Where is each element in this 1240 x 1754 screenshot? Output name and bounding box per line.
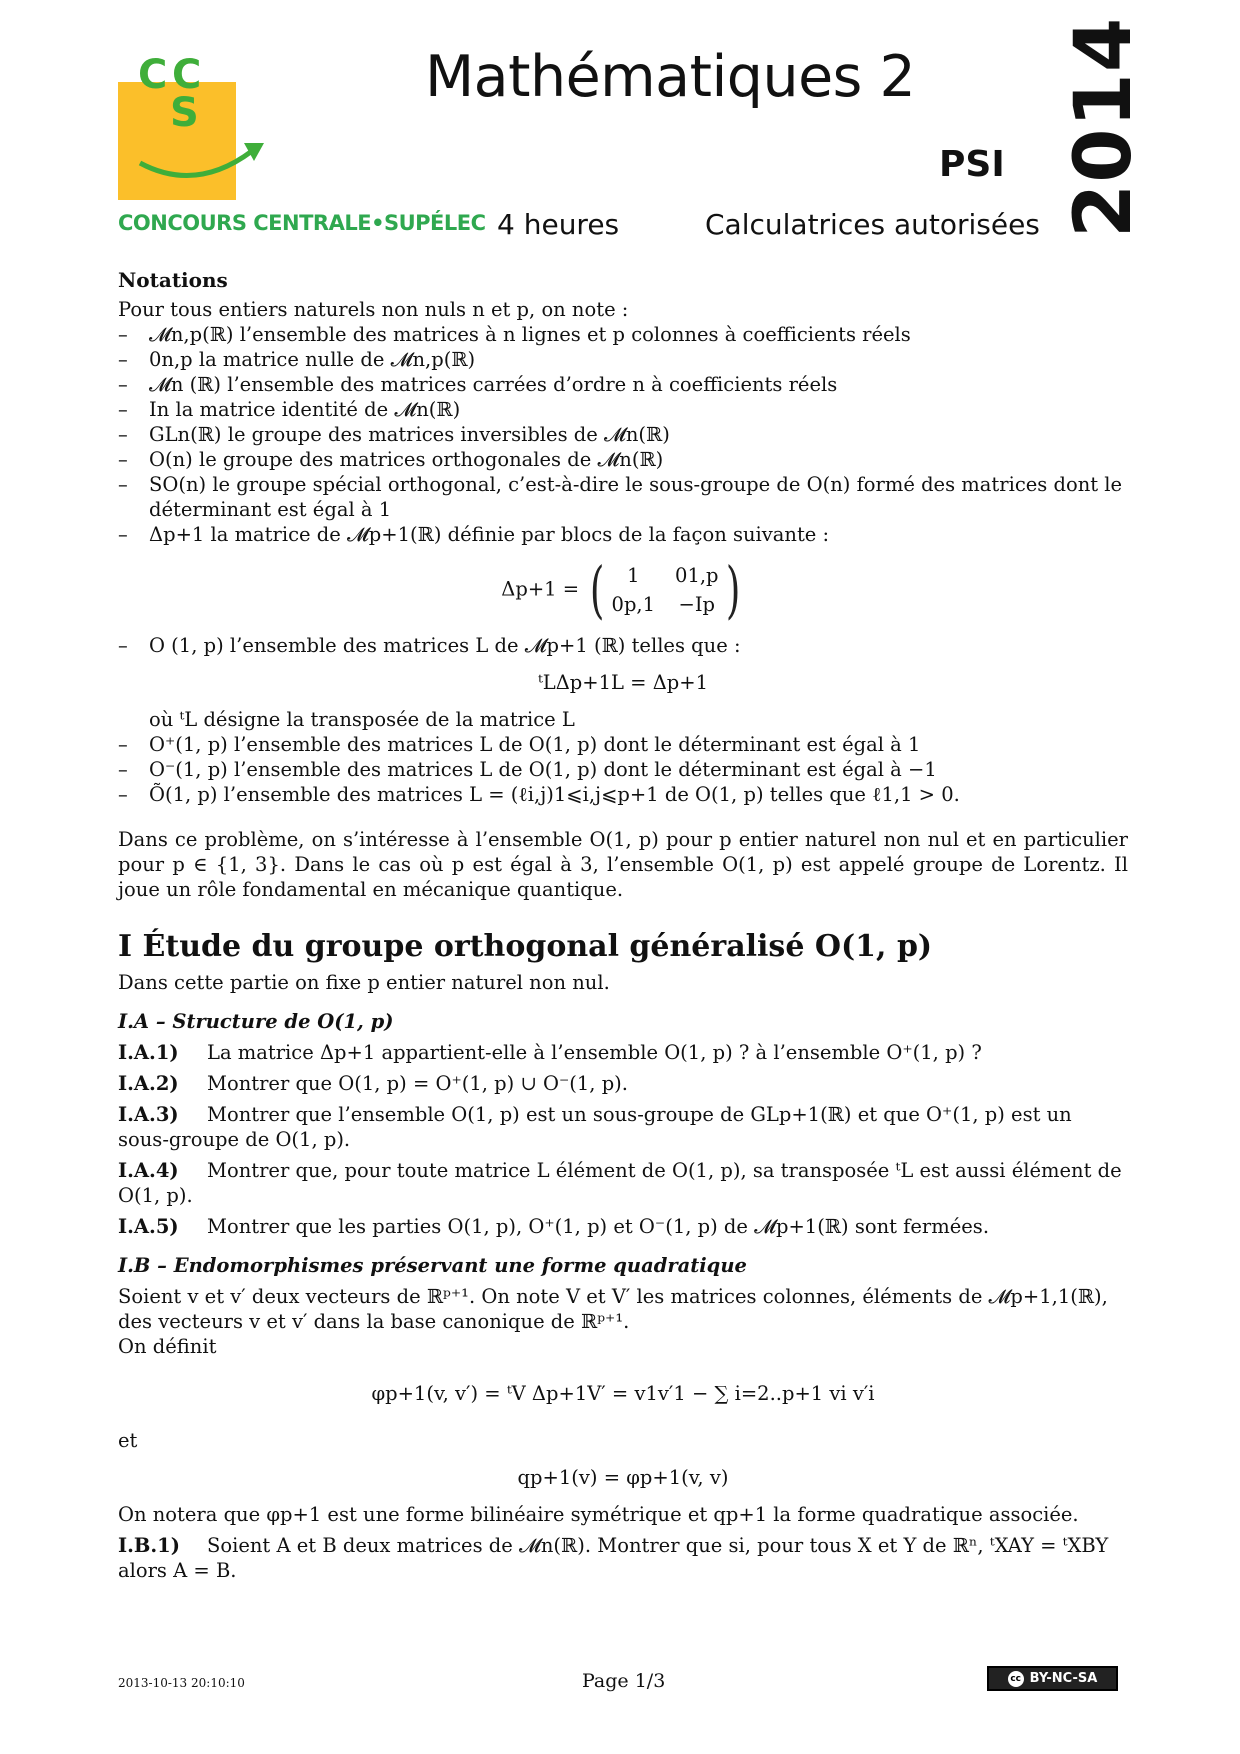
section-title: I.A – Structure de O(1, p) xyxy=(118,1010,394,1033)
logo-letter: S xyxy=(170,90,199,136)
notation-item: – O (1, p) l’ensemble des matrices L de 𝓜p+1 (ℝ) telles que : xyxy=(118,633,1128,658)
notation-item: – Δp+1 la matrice de 𝓜p+1(ℝ) définie par blocs de la façon suivante : xyxy=(118,522,1128,547)
question-text: Montrer que, pour toute matrice L élément de O(1, p), sa transposée ᵗL est aussi élément de O(1, p). xyxy=(118,1159,1122,1207)
notation-item: – 𝓜n,p(ℝ) l’ensemble des matrices à n lignes et p colonnes à coefficients réels xyxy=(118,322,1128,347)
notation-item: – GLn(ℝ) le groupe des matrices inversibles de 𝓜n(ℝ) xyxy=(118,422,1128,447)
question xyxy=(118,1102,1128,1152)
filiere-label: PSI xyxy=(939,144,1005,185)
question-label: I.A.4) xyxy=(118,1159,179,1182)
exam-title: Mathématiques 2 xyxy=(425,44,916,110)
matrix-cell: 1 xyxy=(627,564,640,587)
exam-content xyxy=(118,268,1128,1589)
intro-paragraph: Dans ce problème, on s’intéresse à l’ensemble O(1, p) pour p entier naturel non nul et en particulier pour p ∈ {1, 3}. Dans le cas où p est égal à 3, l’ensemble O(1, p) est appelé groupe de Lorentz. Il joue un rôle fondamental en mécanique quantique. xyxy=(118,828,1128,901)
exam-year: 2014 xyxy=(1059,16,1149,238)
exam-duration: 4 heures xyxy=(497,208,620,241)
paragraph: On notera que φp+1 est une forme bilinéaire symétrique et qp+1 la forme quadratique associée. xyxy=(118,1503,1079,1526)
question xyxy=(118,1214,1128,1239)
question-label: I.B.1) xyxy=(118,1534,180,1557)
notation-item: – SO(n) le groupe spécial orthogonal, c’est-à-dire le sous-groupe de O(n) formé des matrices dont le déterminant est égal à 1 xyxy=(118,472,1128,522)
quadratic-form-equation: qp+1(v) = φp+1(v, v) xyxy=(517,1466,729,1489)
notations-list-2 xyxy=(118,732,1128,807)
lorentz-condition: ᵗLΔp+1L = Δp+1 xyxy=(537,671,709,694)
page-number: Page 1/3 xyxy=(582,1670,666,1692)
delta-definition xyxy=(118,553,1128,626)
part-intro: Dans cette partie on fixe p entier naturel non nul. xyxy=(118,971,610,994)
notation-item: – O(n) le groupe des matrices orthogonales de 𝓜n(ℝ) xyxy=(118,447,1128,472)
notation-item: – O⁻(1, p) l’ensemble des matrices L de O(1, p) dont le déterminant est égal à −1 xyxy=(118,757,1128,782)
cc-icon: cc xyxy=(1008,1671,1024,1687)
question-text: Montrer que O(1, p) = O⁺(1, p) ∪ O⁻(1, p). xyxy=(207,1072,628,1095)
notation-item: – In la matrice identité de 𝓜n(ℝ) xyxy=(118,397,1128,422)
question xyxy=(118,1158,1128,1208)
part-title: I Étude du groupe orthogonal généralisé O(1, p) xyxy=(118,929,933,964)
delta-lhs: Δp+1 = xyxy=(501,577,580,601)
paragraph: et xyxy=(118,1429,138,1452)
paragraph: Soient v et v′ deux vecteurs de ℝᵖ⁺¹. On note V et V′ les matrices colonnes, éléments de 𝓜p+1,1(ℝ), des vecteurs v et v′ dans la base canonique de ℝᵖ⁺¹. xyxy=(118,1285,1108,1333)
question-label: I.A.1) xyxy=(118,1041,179,1064)
question-label: I.A.3) xyxy=(118,1103,179,1126)
transpose-note: où ᵗL désigne la transposée de la matrice L xyxy=(149,708,575,731)
logo-text: CONCOURS CENTRALE•SUPÉLEC xyxy=(118,211,486,235)
bilinear-form-equation: φp+1(v, v′) = ᵗV Δp+1V′ = v1v′1 − ∑ i=2..p+1 vi v′i xyxy=(371,1382,875,1405)
question-text: Montrer que les parties O(1, p), O⁺(1, p) et O⁻(1, p) de 𝓜p+1(ℝ) sont fermées. xyxy=(207,1215,990,1238)
logo-letter: C xyxy=(172,52,202,98)
license-text: BY-NC-SA xyxy=(1029,1671,1098,1686)
license-badge xyxy=(987,1666,1118,1691)
notation-item: – 0n,p la matrice nulle de 𝓜n,p(ℝ) xyxy=(118,347,1128,372)
notation-item: – Õ(1, p) l’ensemble des matrices L = (ℓi,j)1⩽i,j⩽p+1 de O(1, p) telles que ℓ1,1 > 0. xyxy=(118,782,1128,807)
notation-item: – 𝓜n (ℝ) l’ensemble des matrices carrées d’ordre n à coefficients réels xyxy=(118,372,1128,397)
matrix-cell: 01,p xyxy=(675,564,719,587)
right-paren: ) xyxy=(725,553,740,626)
question-label: I.A.2) xyxy=(118,1072,179,1095)
question-text: Montrer que l’ensemble O(1, p) est un sous-groupe de GLp+1(ℝ) et que O⁺(1, p) est un sous-groupe de O(1, p). xyxy=(118,1103,1072,1151)
question xyxy=(118,1040,1128,1065)
paragraph: On définit xyxy=(118,1335,217,1358)
question xyxy=(118,1533,1128,1583)
notations-list xyxy=(118,322,1128,547)
question xyxy=(118,1071,1128,1096)
question-text: La matrice Δp+1 appartient-elle à l’ensemble O(1, p) ? à l’ensemble O⁺(1, p) ? xyxy=(207,1041,982,1064)
matrix-cell: 0p,1 xyxy=(611,593,656,616)
section-title: I.B – Endomorphismes préservant une forme quadratique xyxy=(118,1254,747,1277)
calculator-policy: Calculatrices autorisées xyxy=(705,208,1040,241)
left-paren: ( xyxy=(590,553,605,626)
logo-letter: C xyxy=(138,52,168,98)
question-label: I.A.5) xyxy=(118,1215,179,1238)
logo-arrow-icon xyxy=(136,135,276,185)
concours-logo xyxy=(118,52,486,245)
notations-title: Notations xyxy=(118,268,228,292)
matrix-cell: −Ip xyxy=(678,593,716,616)
notation-item: – O⁺(1, p) l’ensemble des matrices L de O(1, p) dont le déterminant est égal à 1 xyxy=(118,732,1128,757)
question-text: Soient A et B deux matrices de 𝓜n(ℝ). Montrer que si, pour tous X et Y de ℝⁿ, ᵗXAY = ᵗXBY alors A = B. xyxy=(118,1534,1109,1582)
notations-intro: Pour tous entiers naturels non nuls n et p, on note : xyxy=(118,298,629,321)
delta-matrix xyxy=(585,553,744,626)
footer-timestamp: 2013-10-13 20:10:10 xyxy=(118,1676,245,1690)
